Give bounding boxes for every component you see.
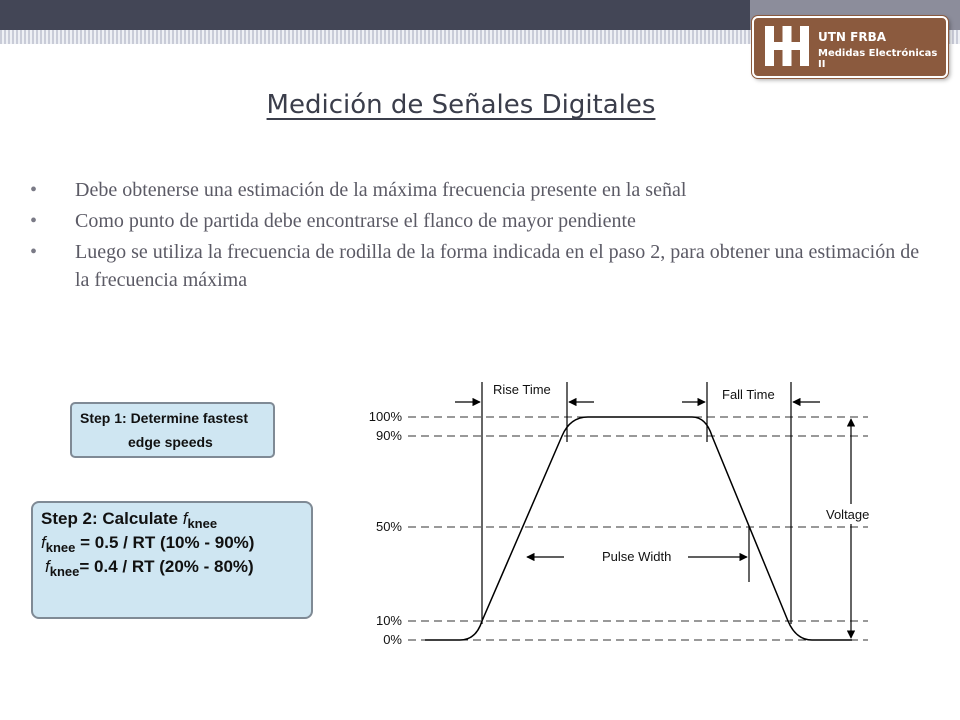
pulse-width-label: Pulse Width <box>602 549 672 564</box>
level-label-0: 0% <box>383 632 402 647</box>
bullet-dot-icon: • <box>30 210 38 232</box>
step2-box <box>31 501 313 619</box>
bullet-item <box>30 207 930 235</box>
f-symbol: f <box>182 509 188 528</box>
slide-title: Medición de Señales Digitales <box>266 90 656 120</box>
step1-box <box>70 402 275 458</box>
logo-subtitle: Medidas Electrónicas II <box>818 48 938 70</box>
fall-time-label: Fall Time <box>722 387 775 402</box>
bullet-dot-icon: • <box>30 179 38 201</box>
bullet-item <box>30 176 930 204</box>
level-label-100: 100% <box>368 409 402 424</box>
bullet-text: Luego se utiliza la frecuencia de rodilla de la forma indicada en el paso 2, para obtener una estimación de la frecuencia máxima <box>75 241 920 291</box>
logo-title: UTN FRBA <box>818 30 887 44</box>
level-label-50: 50% <box>375 519 402 534</box>
utn-logo-icon <box>762 24 812 68</box>
bullet-list <box>30 176 930 297</box>
step1-line1: Step 1: Determine fastest <box>80 410 249 426</box>
step1-line2: edge speeds <box>128 434 213 450</box>
rise-time-label: Rise Time <box>493 382 551 397</box>
bullet-text: Debe obtenerse una estimación de la máxima frecuencia presente en la señal <box>75 179 687 201</box>
level-label-90: 90% <box>375 428 402 443</box>
pulse-waveform-diagram <box>330 372 890 662</box>
pulse-waveform <box>425 417 852 640</box>
level-label-10: 10% <box>375 613 402 628</box>
step2-title: Step 2: Calculate $f_{knee}$ <box>41 509 218 531</box>
bullet-text: Como punto de partida debe encontrarse el flanco de mayor pendiente <box>75 210 636 232</box>
voltage-label: Voltage <box>826 507 870 522</box>
bullet-dot-icon: • <box>30 241 38 263</box>
knee-equation-1: $f_{knee} = 0.5$ / RT (10% - 90%) <box>41 533 255 555</box>
knee-equation-2: $f_{knee}= 0.4$ / RT (20% - 80%) <box>45 557 254 579</box>
bullet-item <box>30 238 930 294</box>
utn-logo-badge <box>752 16 948 78</box>
knee-subscript: knee <box>187 516 218 531</box>
